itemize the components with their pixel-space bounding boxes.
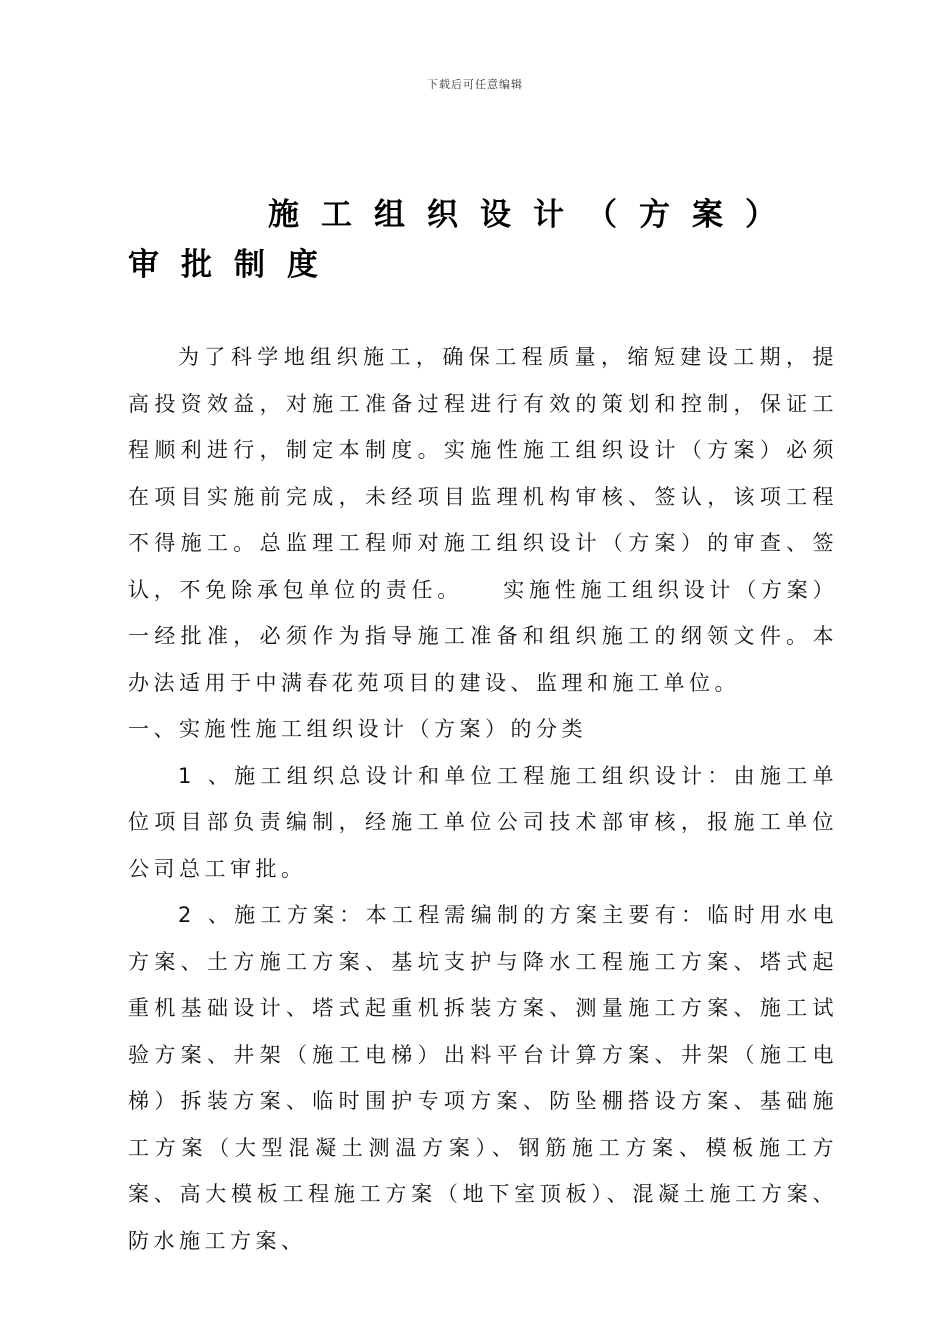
intro-paragraph (128, 334, 838, 706)
section-heading: 一、实施性施工组织设计（方案）的分类 (128, 717, 587, 741)
header-note: 下载后可任意编辑 (427, 78, 523, 91)
document-title: 施工组织设计（方案）审批制度 (128, 197, 798, 283)
intro-part-1: 为了科学地组织施工，确保工程质量，缩短建设工期，提高投资效益，对施工准备过程进行有效的策划和控制，保证工程顺利进行，制定本制度。实施性施工组织设计（方案）必须在项目实施前完成，未经项目监理机构审核、签认，该项工程不得施工。总监理工程师对施工组织设计（方案）的审查、签认，不免除承包单位的责任。 (128, 345, 838, 602)
intro-part-2: 实施性施工组织设计（方案）一经批准，必须作为指导施工准备和组织施工的纲领文件。本办法适用于中满春花苑项目的建设、监理和施工单位。 (128, 577, 838, 695)
document-body (128, 334, 838, 1264)
list-item-2: 2 、施工方案：本工程需编制的方案主要有：临时用水电方案、土方施工方案、基坑支护与降水工程施工方案、塔式起重机基础设计、塔式起重机拆装方案、测量施工方案、施工试验方案、井架（施工电梯）出料平台计算方案、井架（施工电梯）拆装方案、临时围护专项方案、防坠棚搭设方案、基础施工方案（大型混凝土测温方案）、钢筋施工方案、模板施工方案、高大模板工程施工方案（地下室顶板）、混凝土施工方案、防水施工方案、 (128, 903, 838, 1253)
list-item-1: 1 、施工组织总设计和单位工程施工组织设计：由施工单位项目部负责编制，经施工单位公司技术部审核，报施工单位公司总工审批。 (128, 763, 838, 881)
